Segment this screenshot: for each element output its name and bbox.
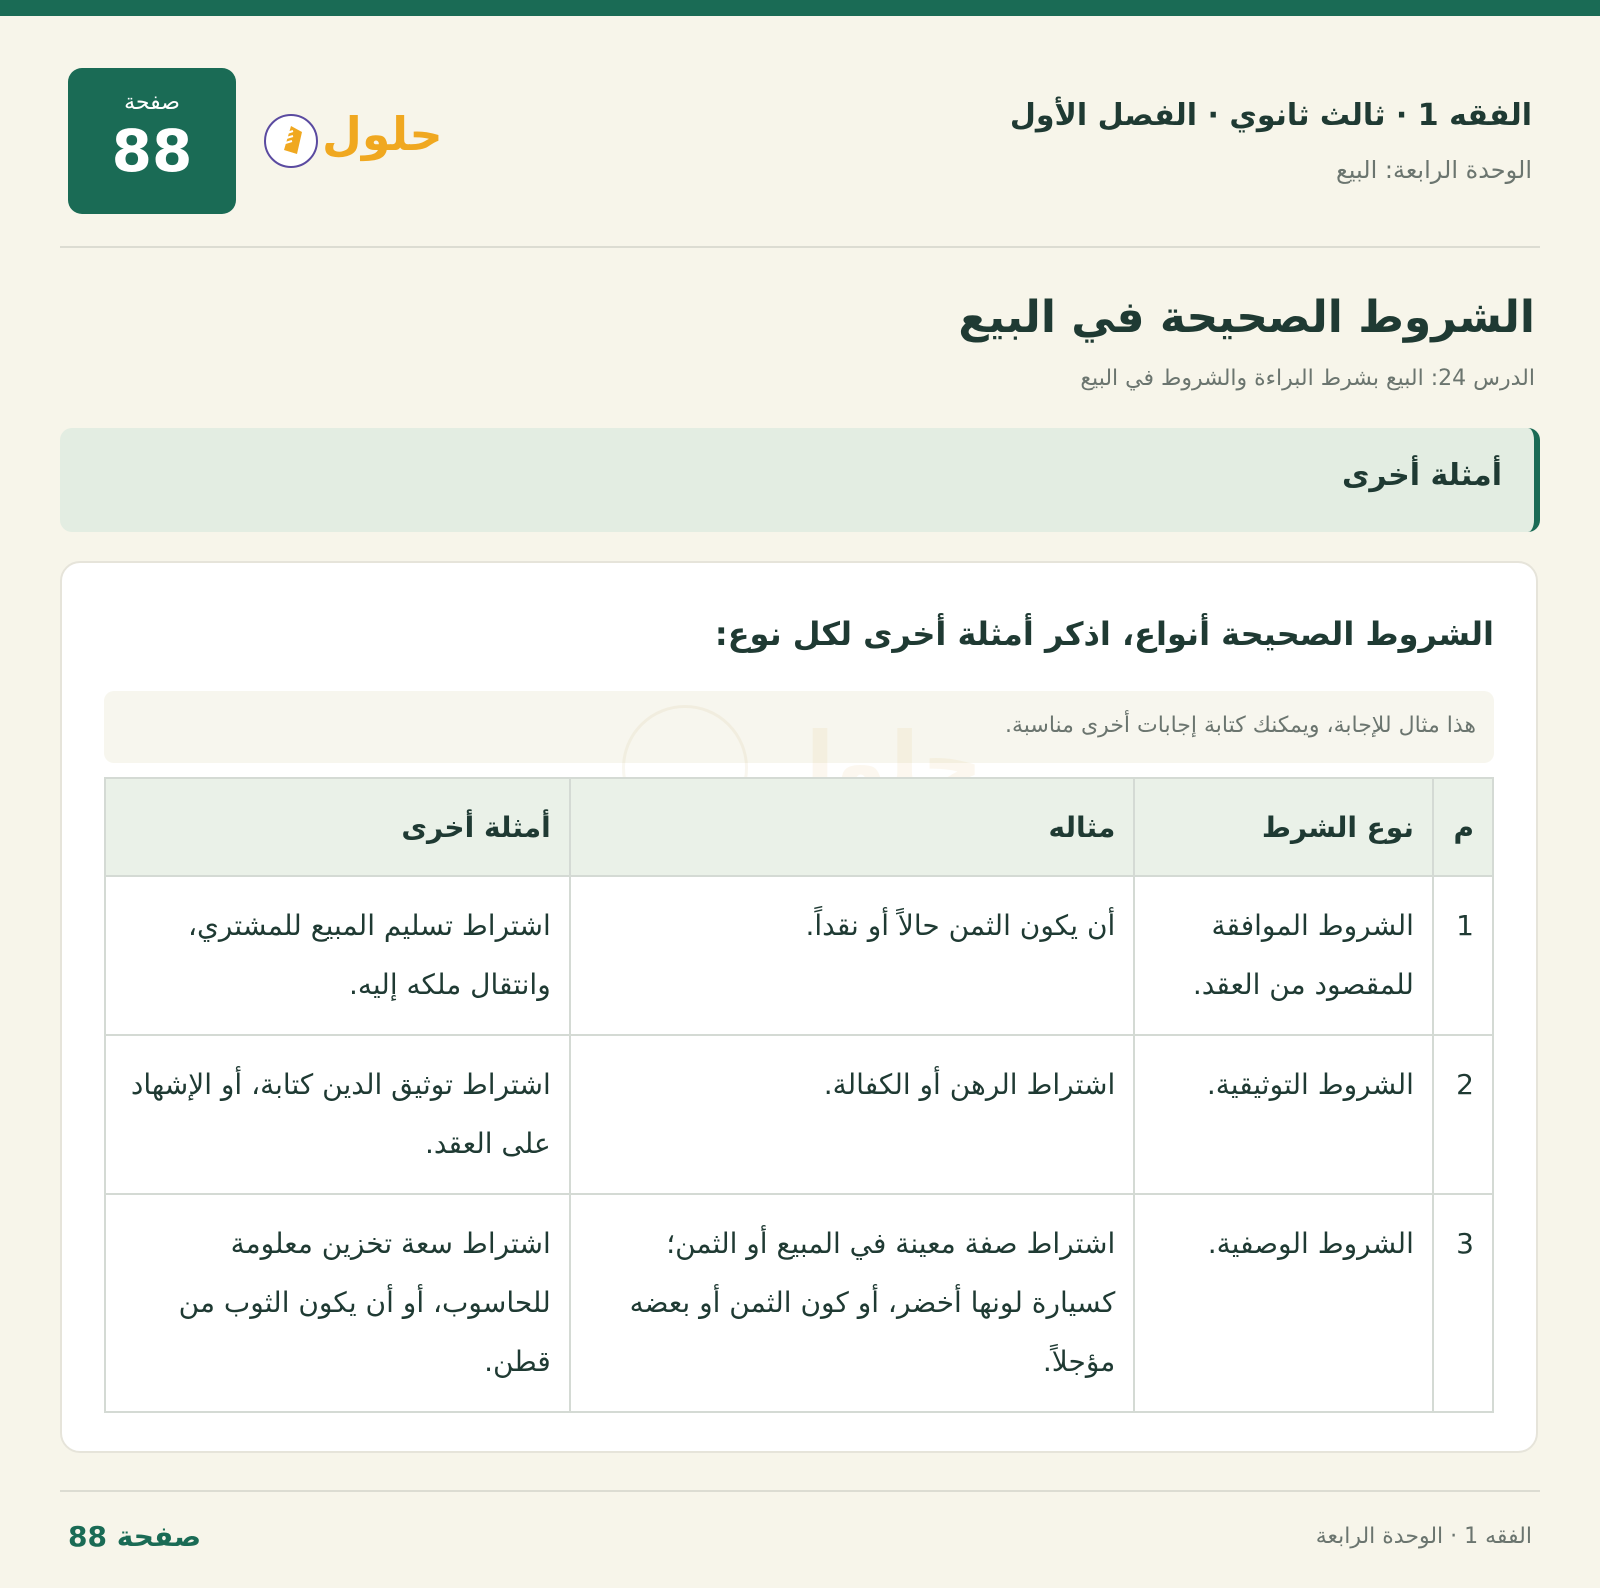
page-badge-number: 88 [111, 117, 193, 185]
conditions-table [104, 777, 1494, 1413]
exercise-card [60, 561, 1538, 1453]
other-examples: اشتراط سعة تخزين معلومة للحاسوب، أو أن يكون الثوب من قطن. [105, 1194, 570, 1412]
header-others: أمثلة أخرى [105, 778, 570, 876]
page-number-badge [68, 68, 236, 214]
answer-note-text: هذا مثال للإجابة، ويمكنك كتابة إجابات أخرى مناسبة. [1004, 713, 1476, 738]
table-row [105, 1194, 1493, 1412]
condition-type: الشروط الوصفية. [1134, 1194, 1433, 1412]
header-type: نوع الشرط [1134, 778, 1433, 876]
row-num: 1 [1433, 876, 1493, 1035]
footer-divider [60, 1490, 1540, 1492]
table-row [105, 1035, 1493, 1194]
page-badge-label: صفحة [124, 90, 180, 115]
lesson-title: الشروط الصحيحة في البيع [958, 292, 1535, 343]
logo-text: حلول [322, 107, 443, 161]
unit-name: الوحدة الرابعة: البيع [1336, 156, 1532, 184]
logo-book-icon [264, 114, 318, 168]
footer-book-info: الفقه 1 · الوحدة الرابعة [1315, 1524, 1532, 1549]
condition-type: الشروط التوثيقية. [1134, 1035, 1433, 1194]
footer-page-number: صفحة 88 [68, 1520, 202, 1553]
condition-example: اشتراط الرهن أو الكفالة. [570, 1035, 1135, 1194]
book-title: الفقه 1 · ثالث ثانوي · الفصل الأول [1009, 98, 1532, 133]
condition-example: أن يكون الثمن حالاً أو نقداً. [570, 876, 1135, 1035]
lesson-subtitle: الدرس 24: البيع بشرط البراءة والشروط في البيع [1080, 366, 1535, 391]
top-accent-bar [0, 0, 1600, 16]
other-examples: اشتراط تسليم المبيع للمشتري، وانتقال ملكه إليه. [105, 876, 570, 1035]
row-num: 3 [1433, 1194, 1493, 1412]
condition-type: الشروط الموافقة للمقصود من العقد. [1134, 876, 1433, 1035]
header-divider [60, 246, 1540, 248]
table-header-row [105, 778, 1493, 876]
section-banner [60, 428, 1540, 532]
other-examples: اشتراط توثيق الدين كتابة، أو الإشهاد على العقد. [105, 1035, 570, 1194]
page-header [68, 68, 1532, 216]
header-num: م [1433, 778, 1493, 876]
row-num: 2 [1433, 1035, 1493, 1194]
table-row [105, 876, 1493, 1035]
answer-note [104, 691, 1494, 763]
header-example: مثاله [570, 778, 1135, 876]
site-logo[interactable] [264, 102, 443, 172]
question-text: الشروط الصحيحة أنواع، اذكر أمثلة أخرى لكل نوع: [714, 615, 1494, 653]
section-title: أمثلة أخرى [1341, 458, 1502, 493]
condition-example: اشتراط صفة معينة في المبيع أو الثمن؛ كسيارة لونها أخضر، أو كون الثمن أو بعضه مؤجلاً. [570, 1194, 1135, 1412]
watermark-text: حلول [762, 714, 983, 812]
